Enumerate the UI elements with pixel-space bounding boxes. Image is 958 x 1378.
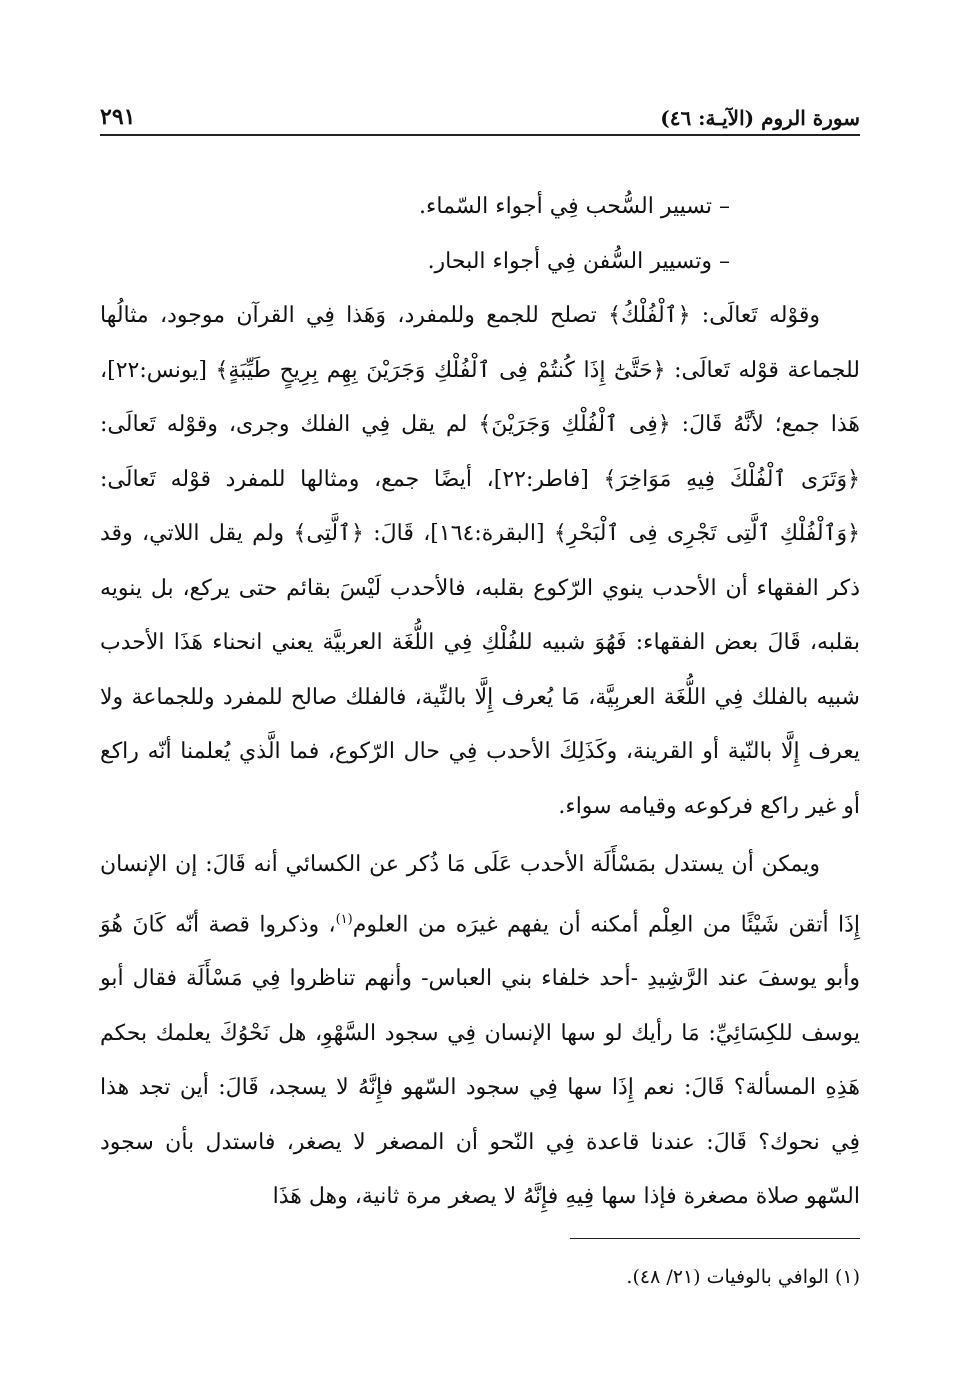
- page-header: [100, 102, 860, 136]
- bullet-item: – وتسيير السُّفن فِي أجواء البحار.: [427, 248, 730, 274]
- paragraph: [100, 838, 860, 1225]
- paragraph-text: ويمكن أن يستدل بمَسْأَلَة الأحدب عَلَى مَا ذُكر عن الكسائي أنه قَالَ: إن الإنسان إِذَا أتقن شَيْئًا من العِلْم أمكنه أن يفهم غيرَه من العلوم: [100, 852, 860, 937]
- footnote-divider: [570, 1238, 860, 1239]
- paragraph: وقوْله تَعالَى: ﴿ٱلْفُلْكُ﴾ تصلح للجمع وللمفرد، وَهَذا فِي القرآن موجود، مثالُها للجماعة قوْله تَعالَى: ﴿حَتَّىٰٓ إِذَا كُنتُمْ فِى ٱلْفُلْكِ وَجَرَيْنَ بِهِم بِرِيحٍ طَيِّبَةٍ﴾ [يونس:٢٢]، هَذا جمع؛ لأنَّهُ قَالَ: ﴿فِى ٱلْفُلْكِ وَجَرَيْنَ﴾ لم يقل فِي الفلك وجرى، وقوْله تَعالَى: ﴿وَتَرَى ٱلْفُلْكَ فِيهِ مَوَاخِرَ﴾ [فاطر:٢٢]، أيضًا جمع، ومثالها للمفرد قوْله تَعالَى: ﴿وَٱلْفُلْكِ ٱلَّتِى تَجْرِى فِى ٱلْبَحْرِ﴾ [البقرة:١٦٤]، قَالَ: ﴿ٱلَّتِى﴾ ولم يقل اللاتي، وقد ذكر الفقهاء أن الأحدب ينوي الرّكوع بقلبه، فالأحدب لَيْسَ بقائم حتى يركع، بل ينويه بقلبه، قَالَ بعض الفقهاء: فَهُوَ شبيه للفُلْكِ فِي اللُّغَة العربيَّة يعني انحناء هَذَا الأحدب شبيه بالفلك فِي اللُّغَة العربِيَّة، مَا يُعرف إِلَّا بالنِّية، فالفلك صالح للمفرد وللجماعة ولا يعرف إِلَّا بالنّية أو القرينة، وكَذَلِكَ الأحدب فِي حال الرّكوع، فما الَّذي يُعلمنا أنّه راكع أو غير راكع فركوعه وقيامه سواء.: [100, 303, 860, 819]
- surah-title: سورة الروم (الآيـة: ٤٦): [660, 106, 860, 130]
- paragraph-text: ، وذكروا قصة أنّه كَانَ هُوَ وأبو يوسفَ عند الرَّشِيدِ -أحد خلفاء بني العباس- وأنهم تناظروا فِي مَسْأَلَة فقال أبو يوسف للكِسَائِيِّ: مَا رأيك لو سها الإنسان فِي سجود السَّهْوِ، هل نَحْوُكَ يعلمك بحكم هَذِهِ المسألة؟ قَالَ: نعم إِذَا سها فِي سجود السّهو فإِنَّهُ لا يسجد، قَالَ: أين تجد هذا فِي نحوك؟ قَالَ: عندنا قاعدة فِي النّحو أن المصغر لا يصغر، فاستدل بأن سجود السّهو صلاة مصغرة فإذا سها فِيهِ فإِنَّهُ لا يصغر مرة ثانية، وهل هَذَا: [100, 911, 860, 1210]
- bullet-item: – تسيير السُّحب فِي أجواء السّماء.: [419, 194, 730, 219]
- page-number: ٢٩١: [100, 104, 136, 130]
- body-text: [100, 180, 860, 1225]
- footnote-marker: (١): [335, 911, 353, 927]
- footnote: (١) الوافي بالوفيات (٢١/ ٤٨).: [626, 1266, 860, 1288]
